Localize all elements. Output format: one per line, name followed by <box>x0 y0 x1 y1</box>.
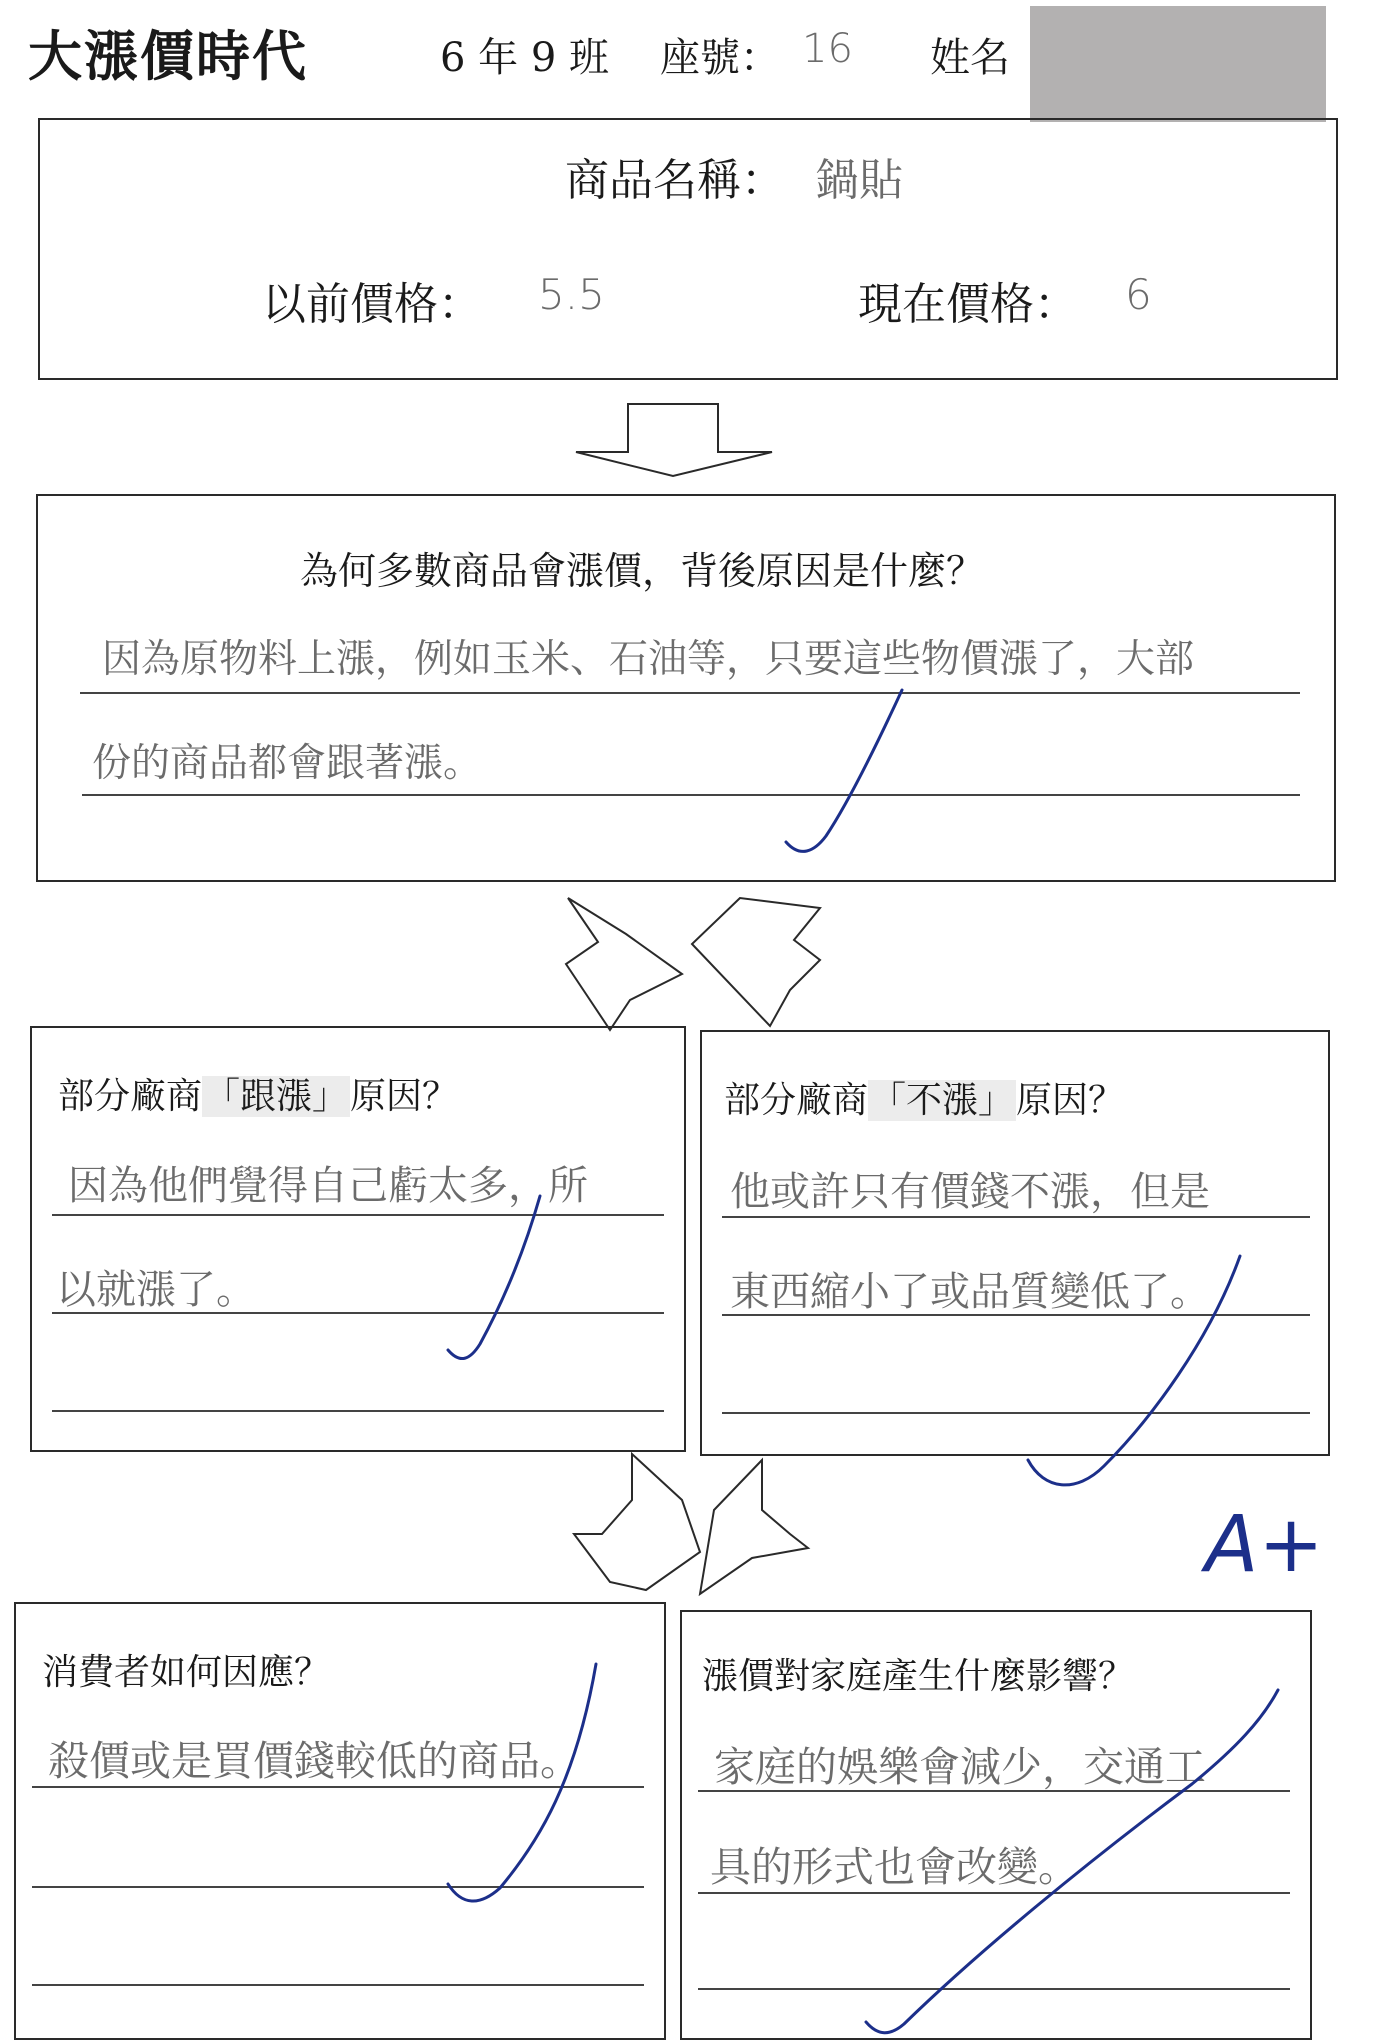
check-mark-icon <box>866 1690 1278 2033</box>
no-raise-q-suffix: 原因？ <box>1016 1080 1125 1121</box>
split-arrow-right-icon <box>692 898 820 1026</box>
reason-answer-line2: 份的商品都會跟著漲。 <box>92 741 483 786</box>
family-answer-line1: 家庭的娛樂會減少，交通工 <box>714 1743 1206 1791</box>
product-name-value: 鍋貼 <box>815 155 903 206</box>
name-label: 姓名 <box>930 35 1010 81</box>
family-question: 漲價對家庭產生什麼影響？ <box>702 1656 1135 1697</box>
no-raise-q-highlight: 「不漲」 <box>870 1080 1015 1121</box>
seat-label: 座號： <box>660 35 780 81</box>
reason-question: 為何多數商品會漲價，背後原因是什麼？ <box>300 549 985 593</box>
class-label: 6 年 9 班 <box>440 35 610 81</box>
follow-raise-answer-line1: 因為他們覺得自己虧太多，所 <box>68 1163 588 1209</box>
no-raise-q-prefix: 部分廠商 <box>724 1080 869 1121</box>
consumer-question: 消費者如何因應？ <box>42 1652 331 1693</box>
old-price-value: 5.5 <box>538 270 605 319</box>
down-arrow-icon <box>576 404 772 476</box>
reason-answer-line1: 因為原物料上漲，例如玉米、石油等，只要這些物價漲了，大部 <box>102 637 1195 682</box>
seat-value: 16 <box>802 26 853 72</box>
family-answer-line2: 具的形式也會改變。 <box>710 1843 1079 1891</box>
product-name-label: 商品名稱： <box>565 155 785 206</box>
no-raise-answer-line1: 他或許只有價錢不漲，但是 <box>730 1169 1210 1215</box>
check-mark-icon <box>786 690 902 851</box>
follow-raise-q-highlight: 「跟漲」 <box>204 1076 349 1117</box>
merge-arrow-right-icon <box>700 1460 808 1594</box>
check-mark-icon <box>448 1196 540 1359</box>
follow-raise-q-suffix: 原因？ <box>350 1076 459 1117</box>
check-mark-icon <box>448 1664 596 1901</box>
new-price-label: 現在價格： <box>858 279 1078 330</box>
no-raise-answer-line2: 東西縮小了或品質變低了。 <box>730 1269 1210 1315</box>
follow-raise-q-prefix: 部分廠商 <box>58 1076 203 1117</box>
grade-mark: A+ <box>1205 1500 1324 1590</box>
split-arrow-left-icon <box>566 898 682 1030</box>
old-price-label: 以前價格： <box>262 279 482 330</box>
check-mark-icon <box>1028 1256 1240 1485</box>
follow-raise-answer-line2: 以就漲了。 <box>56 1267 256 1313</box>
new-price-value: 6 <box>1125 270 1152 319</box>
consumer-answer-line1: 殺價或是買價錢較低的商品。 <box>48 1737 581 1785</box>
worksheet-title: 大漲價時代 <box>28 24 308 88</box>
merge-arrow-left-icon <box>574 1454 700 1590</box>
